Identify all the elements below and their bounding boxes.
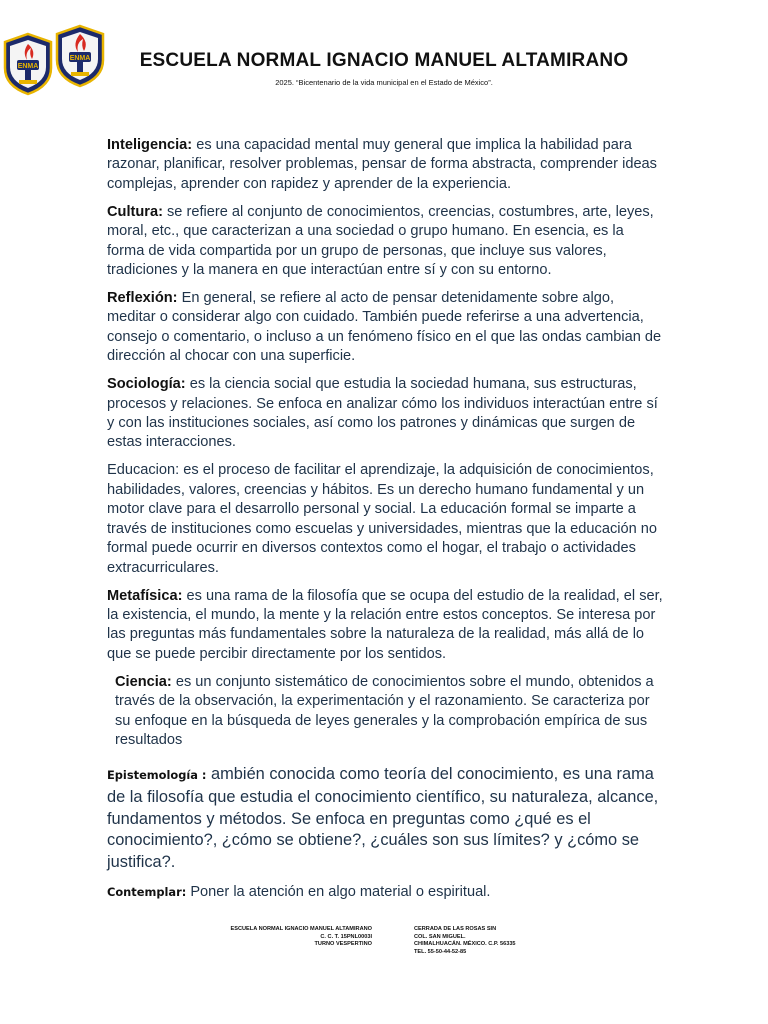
document-body	[107, 136, 663, 911]
definition-text: En general, se refiere al acto de pensar detenidamente sobre algo, meditar o considerar algo con cuidado. También puede referirse a una advertencia, consejo o comentario, o incluso a un fenómeno físico en el que las ondas cambian de dirección al chocar con una superficie.	[107, 290, 662, 365]
entry-metafisica	[107, 587, 663, 665]
page-subtitle: 2025. “Bicentenario de la vida municipal en el Estado de México”.	[275, 78, 493, 87]
definition-text: Educacion: es el proceso de facilitar el aprendizaje, la adquisición de conocimientos, habilidades, valores, creencias y hábitos. Es un derecho humano fundamental y un motor clave para el desarrollo personal y social. La educación formal se imparte a través de instituciones como escuelas y universidades, mientras que la educación no formal puede ocurrir en diversos contextos como el hogar, el trabajo o actividades extracurriculares.	[107, 462, 658, 576]
footer-line: C. C. T. 15PNL0003I	[320, 933, 372, 940]
definition-text: es una capacidad mental muy general que implica la habilidad para razonar, planificar, resolver problemas, pensar de forma abstracta, comprender ideas complejas, aprender con rapidez y aprender de la experiencia.	[107, 137, 657, 192]
footer-line: CERRADA DE LAS ROSAS SIN	[414, 926, 497, 932]
term-label: Inteligencia:	[107, 137, 193, 153]
term-label: Reflexión:	[107, 290, 178, 307]
term-label: Cultura:	[107, 203, 163, 220]
term-label: Ciencia:	[115, 673, 172, 690]
footer-line: COL. SAN MIGUEL.	[414, 933, 466, 940]
footer-line: TEL. 55-50-44-52-85	[414, 948, 467, 955]
entry-inteligencia	[107, 136, 663, 194]
footer-address	[414, 926, 614, 956]
term-label: Epistemología :	[107, 768, 207, 783]
svg-text:ENMA: ENMA	[69, 55, 91, 62]
entry-contemplar	[107, 883, 663, 902]
entry-epistemologia	[107, 764, 663, 873]
definition-text: Poner la atención en algo material o espiritual.	[186, 884, 491, 901]
entry-ciencia	[107, 673, 663, 751]
term-label: Contemplar:	[107, 885, 187, 900]
page-title: ESCUELA NORMAL IGNACIO MANUEL ALTAMIRANO	[139, 50, 629, 71]
definition-text: es un conjunto sistemático de conocimientos sobre el mundo, obtenidos a través de la observación, la experimentación y el razonamiento. Se caracteriza por su enfoque en la búsqueda de leyes generales y la comprobación empírica de sus resultados	[115, 673, 654, 748]
definition-text: ambién conocida como teoría del conocimiento, es una rama de la filosofía que estudia el conocimiento científico, su naturaleza, alcance, fundamentos y métodos. Se enfoca en preguntas como ¿qué es el conocimiento?, ¿cómo se obtiene?, ¿cuáles son sus límites? y ¿cómo se justifica?.	[107, 765, 659, 871]
definition-text: se refiere al conjunto de conocimientos, creencias, costumbres, arte, leyes, moral, etc., que caracterizan a una sociedad o grupo humano. En esencia, es la forma de vida compartida por un grupo de personas, que incluye sus valores, tradiciones y la manera en que interactúan entre sí y con su entorno.	[107, 203, 654, 279]
definition-text: es la ciencia social que estudia la sociedad humana, sus estructuras, procesos y relaciones. Se enfoca en analizar cómo los individuos interactúan entre sí y con las instituciones sociales, así como los patrones y dinámicas que surgen de estas interacciones.	[107, 376, 658, 451]
svg-text:ENMA: ENMA	[17, 63, 39, 70]
entry-educacion	[107, 461, 663, 577]
entry-sociologia	[107, 375, 663, 453]
footer-school-info	[150, 926, 372, 949]
school-crest-icon-2	[53, 24, 107, 88]
term-label: Sociología:	[107, 376, 186, 393]
entry-reflexion	[107, 289, 663, 367]
footer-line: ESCUELA NORMAL IGNACIO MANUEL ALTAMIRANO	[230, 926, 372, 932]
definition-text: es una rama de la filosofía que se ocupa del estudio de la realidad, el ser, la existencia, el mundo, la mente y la relación entre estos conceptos. Se interesa por las preguntas más fundamentales sobre la naturaleza de la realidad, más allá de lo que se puede percibir directamente por los sentidos.	[107, 587, 663, 662]
term-label: Metafísica:	[107, 587, 183, 604]
footer-line: TURNO VESPERTINO	[314, 941, 372, 948]
entry-cultura	[107, 203, 663, 281]
footer-line: CHIMALHUACÁN. MÉXICO. C.P. 56335	[414, 941, 516, 948]
school-logos	[1, 24, 113, 92]
school-crest-icon	[1, 32, 55, 96]
